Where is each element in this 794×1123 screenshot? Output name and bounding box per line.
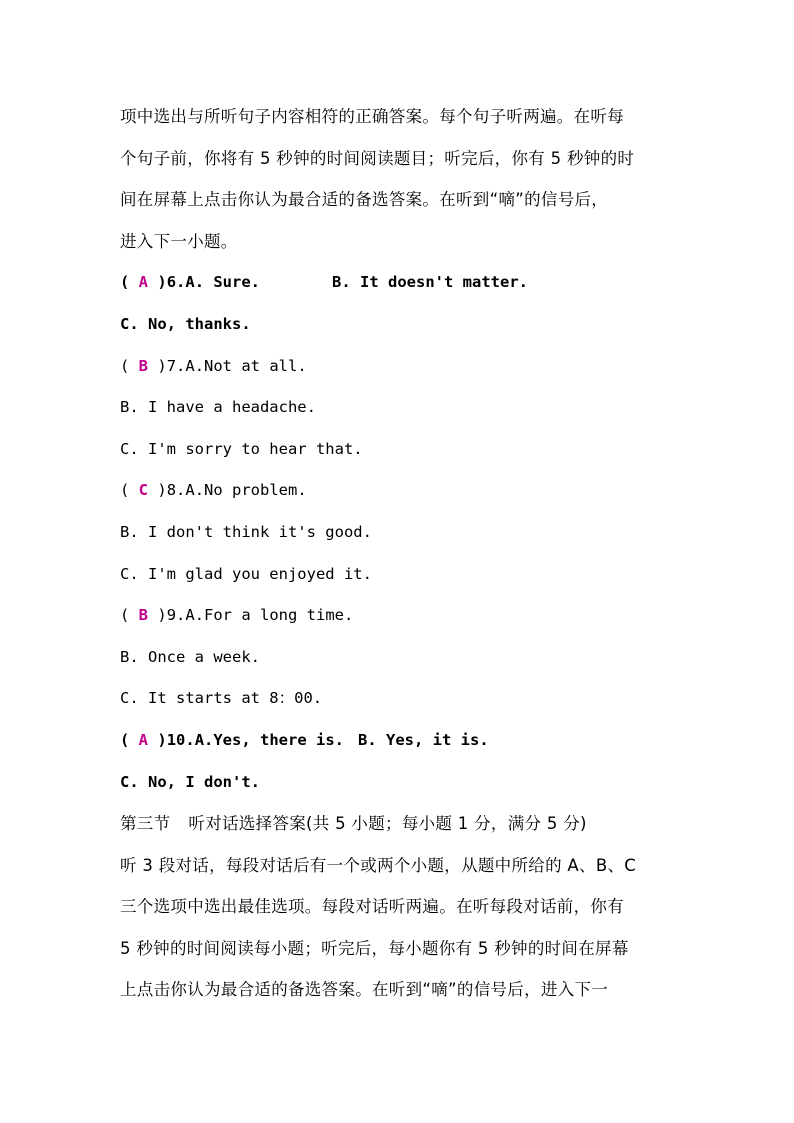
section-title: 第三节 [120,814,171,834]
option-c: C. No, I don't. [120,772,260,791]
option-b: B. It doesn't matter. [332,273,528,292]
option-c: C. I'm sorry to hear that. [120,439,363,458]
option-a: A.No problem. [185,481,307,500]
option-c: C. No, thanks. [120,314,251,333]
question-number: 10. [166,730,195,749]
option-a: A.For a long time. [185,606,354,625]
question-10: ( A )10.A.Yes, there is. B. Yes, it is. [120,730,489,749]
question-7: ( B )7.A.Not at all. [120,356,307,375]
option-b: B. I don't think it's good. [120,522,372,541]
section-line: 5 秒钟的时间阅读每小题；听完后，每小题你有 5 秒钟的时间在屏幕 [120,938,629,958]
question-number: 6. [166,273,186,292]
option-b: B. I have a headache. [120,398,316,417]
option-a: A.Not at all. [185,356,307,375]
answer-mark: B [138,356,149,375]
section-line: 听 3 段对话，每段对话后有一个或两个小题，从题中所给的 A、B、C [120,855,637,875]
question-6: ( A )6.A. Sure. B. It doesn't matter. [120,273,528,292]
question-number: 7. [166,356,186,375]
question-number: 9. [166,606,186,625]
intro-line: 项中选出与所听句子内容相符的正确答案。每个句子听两遍。在听每 [120,107,624,126]
option-b: B. Yes, it is. [358,730,489,749]
question-9: ( B )9.A.For a long time. [120,606,354,625]
answer-mark: B [138,606,149,625]
option-b: B. Once a week. [120,647,260,666]
intro-line: 进入下一小题。 [120,231,238,251]
section-line: 三个选项中选出最佳选项。每段对话听两遍。在听每段对话前，你有 [120,897,624,917]
question-8: ( C )8.A.No problem. [120,481,307,500]
option-c: C. It starts at 8：00. [120,689,323,708]
question-number: 8. [166,481,186,500]
answer-mark: A [138,273,149,292]
document-content [120,96,680,1011]
option-c: C. I'm glad you enjoyed it. [120,564,372,583]
option-a: A.Yes, there is. [194,730,344,749]
intro-line: 间在屏幕上点击你认为最合适的备选答案。在听到“嘀”的信号后， [120,190,609,210]
answer-mark: C [138,481,149,500]
section-line: 上点击你认为最合适的备选答案。在听到“嘀”的信号后，进入下一 [120,980,609,1000]
intro-line: 个句子前，你将有 5 秒钟的时间阅读题目；听完后，你有 5 秒钟的时 [120,148,635,168]
option-a: A. Sure. [185,273,261,292]
answer-mark: A [138,730,149,749]
section-heading [120,803,680,845]
section-description: 听对话选择答案(共 5 小题；每小题 1 分，满分 5 分) [188,814,587,834]
